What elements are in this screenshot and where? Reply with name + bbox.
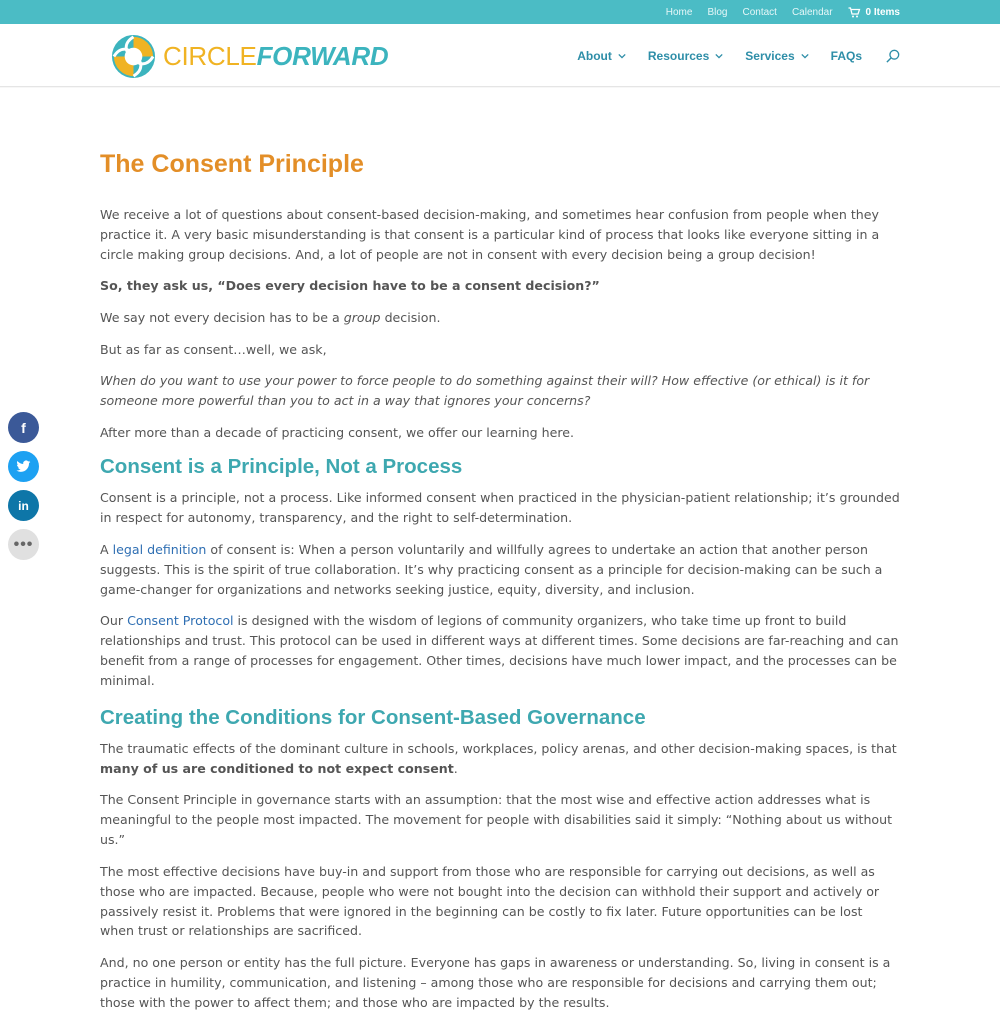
legal-text-b: of consent is: When a person voluntarily and willfully agrees to undertake an action that another person suggests. This is the spirit of true collaboration. It’s why practicing consent as a principle for decision-making can be such a game-changer for organizations and networks seeking justice, equity, diversity, and inclusion.	[100, 541, 883, 597]
question-bold: So, they ask us, “Does every decision have to be a consent decision?”	[100, 278, 600, 294]
paragraph-group	[100, 308, 900, 328]
paragraph-intro: We receive a lot of questions about consent-based decision-making, and sometimes hear confusion from people when they practice it. A very basic misunderstanding is that consent is a particular kind of process that looks like everyone sitting in a circle making group decisions. And, a lot of people are not in consent with every decision being a group decision!	[100, 207, 880, 262]
cart-link[interactable]	[848, 7, 900, 18]
protocol-text-b: is designed with the wisdom of legions of community organizers, who take time up front to build relationships and trust. This protocol can be used in different ways at different times. Some decisions are far-reaching and can benefit from a range of processes for engagement. Other times, decisions have much lower impact, and the processes can be minimal.	[100, 613, 899, 688]
top-link-blog[interactable]: Blog	[707, 6, 728, 18]
nav-faqs-label: FAQs	[830, 48, 862, 63]
paragraph-quote	[100, 371, 900, 411]
article-body	[100, 205, 900, 1024]
paragraph-protocol	[100, 611, 900, 691]
logo-word-circle: CIRCLE	[163, 41, 257, 71]
logo-word-forward: FORWARD	[256, 41, 389, 71]
facebook-icon: f	[21, 419, 26, 436]
quote-italic: When do you want to use your power to force people to do something against their will? How effective (or ethical) is it for someone more powerful than you to act in a way that ignores your concerns?	[100, 373, 870, 409]
article-header	[100, 150, 900, 182]
top-link-calendar[interactable]: Calendar	[791, 6, 833, 18]
main-header	[0, 24, 1000, 87]
nav-about-label: About	[577, 48, 612, 63]
site-logo[interactable]	[110, 32, 388, 80]
group-emphasis: group	[343, 310, 381, 325]
top-link-contact[interactable]: Contact	[742, 6, 777, 18]
nav-services[interactable]	[745, 49, 808, 63]
more-share-button[interactable]	[8, 529, 39, 560]
chevron-down-icon	[715, 53, 723, 59]
twitter-share-button[interactable]	[8, 451, 39, 482]
chevron-down-icon	[618, 53, 626, 59]
section-heading-conditions: Creating the Conditions for Consent-Based Governance	[100, 705, 646, 729]
paragraph-trauma	[100, 739, 900, 779]
trauma-text-a: The traumatic effects of the dominant culture in schools, workplaces, policy arenas, and other decision-making spaces, is that	[100, 740, 897, 756]
twitter-icon	[16, 460, 31, 473]
paragraph-legal	[100, 540, 900, 600]
linkedin-icon: in	[18, 498, 29, 513]
logo-mark-icon	[110, 33, 157, 80]
nav-faqs[interactable]	[831, 49, 862, 63]
top-bar	[0, 0, 1000, 24]
group-text-a: We say not every decision has to be a	[100, 310, 344, 325]
paragraph-but: But as far as consent…well, we ask,	[100, 341, 327, 357]
legal-text-a: A	[100, 541, 113, 557]
protocol-text-a: Our	[100, 613, 128, 629]
paragraph-question	[100, 276, 900, 296]
paragraph-decade: After more than a decade of practicing consent, we offer our learning here.	[100, 424, 574, 440]
chevron-down-icon	[801, 53, 809, 59]
facebook-share-button[interactable]	[8, 412, 39, 443]
nav-about[interactable]	[577, 49, 626, 63]
nav-services-label: Services	[745, 48, 795, 63]
legal-definition-link[interactable]: legal definition	[112, 541, 207, 557]
nav-resources[interactable]	[648, 49, 723, 63]
page-title: The Consent Principle	[100, 150, 364, 178]
section-heading-principle: Consent is a Principle, Not a Process	[100, 455, 463, 479]
social-share-bar	[8, 412, 39, 560]
cart-icon	[848, 7, 860, 18]
top-link-home[interactable]: Home	[665, 6, 693, 18]
consent-protocol-link[interactable]: Consent Protocol	[127, 613, 234, 629]
logo-text	[163, 43, 388, 69]
paragraph-effective: The most effective decisions have buy-in and support from those who are responsible for carrying out decisions, as well as those who are impacted. Because, people who were not bought into the decision can withhold their support and actively or passively resist it. Problems that were ignored in the beginning can be costly to fix later. Future opportunities can be lost when trust or relationships are sacrificed.	[100, 863, 880, 939]
nav-resources-label: Resources	[647, 48, 710, 63]
trauma-text-b: .	[453, 760, 458, 776]
group-text-b: decision.	[380, 310, 441, 325]
paragraph-governance: The Consent Principle in governance starts with an assumption: that the most wise and effective action addresses what is meaningful to the people most impacted. The movement for people with disabilities said it simply: “Nothing about us without us.”	[100, 792, 893, 848]
main-nav	[577, 24, 900, 87]
top-links	[666, 0, 900, 24]
cart-label: 0 Items	[865, 6, 900, 18]
paragraph-humility: And, no one person or entity has the full picture. Everyone has gaps in awareness or understanding. So, living in consent is a practice in humility, communication, and listening – among those who are responsible for decisions and carrying them out; those with the power to affect them; and those who are impacted by the results.	[100, 955, 891, 1010]
linkedin-share-button[interactable]	[8, 490, 39, 521]
search-icon[interactable]	[886, 49, 900, 63]
more-dots-icon: •••	[13, 535, 34, 553]
trauma-bold: many of us are conditioned to not expect consent	[100, 760, 454, 776]
paragraph-principle: Consent is a principle, not a process. Like informed consent when practiced in the physician-patient relationship; it’s grounded in respect for autonomy, transparency, and the right to self-determination.	[100, 490, 900, 526]
